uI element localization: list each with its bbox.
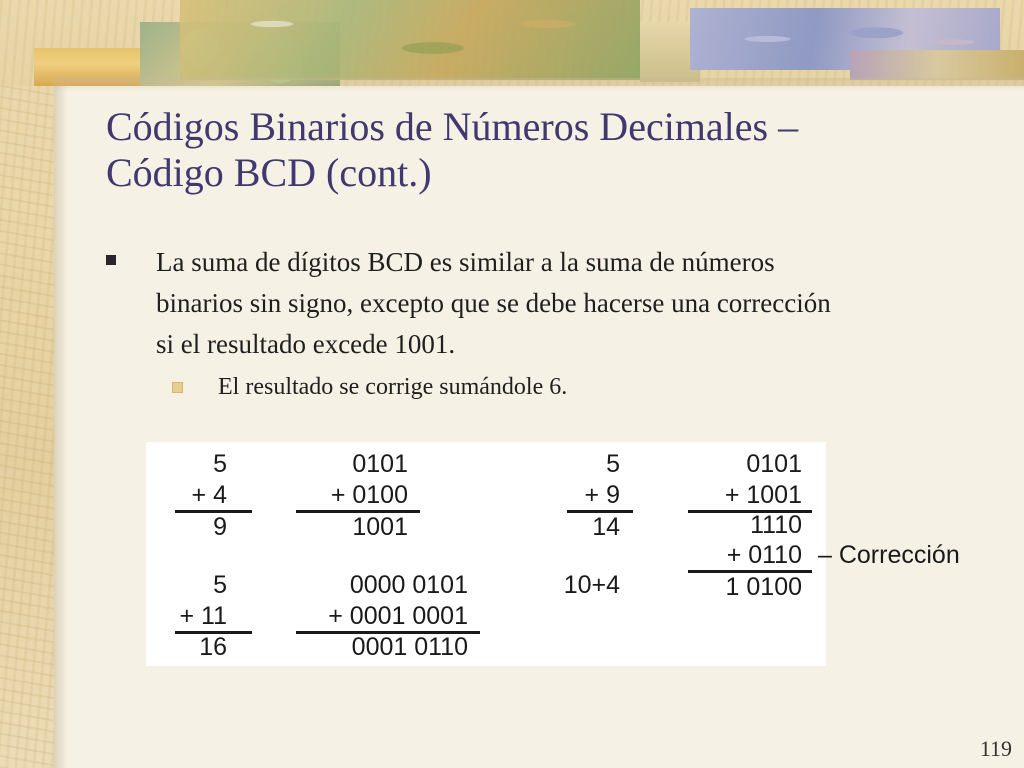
ex3-dec-a: 5: [213, 571, 227, 599]
decorative-top-banner: [0, 0, 1024, 86]
ex1-bin-b: + 0100: [330, 481, 408, 509]
ex2-dec-a: 5: [606, 450, 620, 478]
ex2-bin-result: 1 0100: [725, 573, 802, 601]
ex2-bin-b: + 1001: [724, 481, 802, 509]
ex1-bin-sum: 1001: [352, 513, 408, 541]
banner-shadow: [54, 78, 1024, 92]
ex1-dec-sum: 9: [213, 513, 227, 541]
ex1-bin-a: 0101: [352, 450, 408, 478]
parchment-left-band: [0, 0, 54, 768]
ex1-dec-b: + 4: [191, 481, 227, 509]
bullet-line-3: si el resultado excede 1001.: [156, 329, 456, 359]
left-band-shadow: [54, 0, 68, 768]
ex2-dec-sum: 14: [592, 513, 620, 541]
slide-title: [106, 104, 986, 196]
ex1-dec-a: 5: [213, 450, 227, 478]
ex3-bin-sum: 0001 0110: [351, 633, 468, 661]
ex2-bin-sum: 1110: [750, 511, 802, 539]
bullet-line-2: binarios sin signo, excepto que se debe hacerse una corrección: [156, 288, 831, 318]
banner-strip-end: [850, 50, 1024, 80]
square-bullet-icon: [106, 255, 116, 265]
ex2-dec-b: + 9: [584, 481, 620, 509]
ex3-dec-sum: 16: [199, 633, 227, 661]
bullet-line-1: La suma de dígitos BCD es similar a la suma de números: [156, 247, 775, 277]
small-square-bullet-icon: [172, 382, 183, 393]
title-line-1: Códigos Binarios de Números Decimales –: [106, 104, 799, 149]
ex2-bin-correction: + 0110: [726, 541, 802, 569]
page-number: 119: [979, 736, 1012, 761]
banner-strip-foliage: [180, 0, 640, 80]
correction-label: – Corrección: [818, 541, 960, 569]
sub-bullet-text: El resultado se corrige sumándole 6.: [218, 374, 568, 400]
ex2-bin-a: 0101: [746, 450, 802, 478]
ex3-dec-b: + 11: [179, 602, 227, 630]
bullet-text: [156, 242, 1016, 365]
title-line-2: Código BCD (cont.): [106, 150, 432, 195]
ex2-dec-note: 10+4: [563, 571, 620, 599]
ex3-bin-a: 0000 0101: [349, 571, 468, 599]
ex3-bin-b: + 0001 0001: [328, 602, 468, 630]
